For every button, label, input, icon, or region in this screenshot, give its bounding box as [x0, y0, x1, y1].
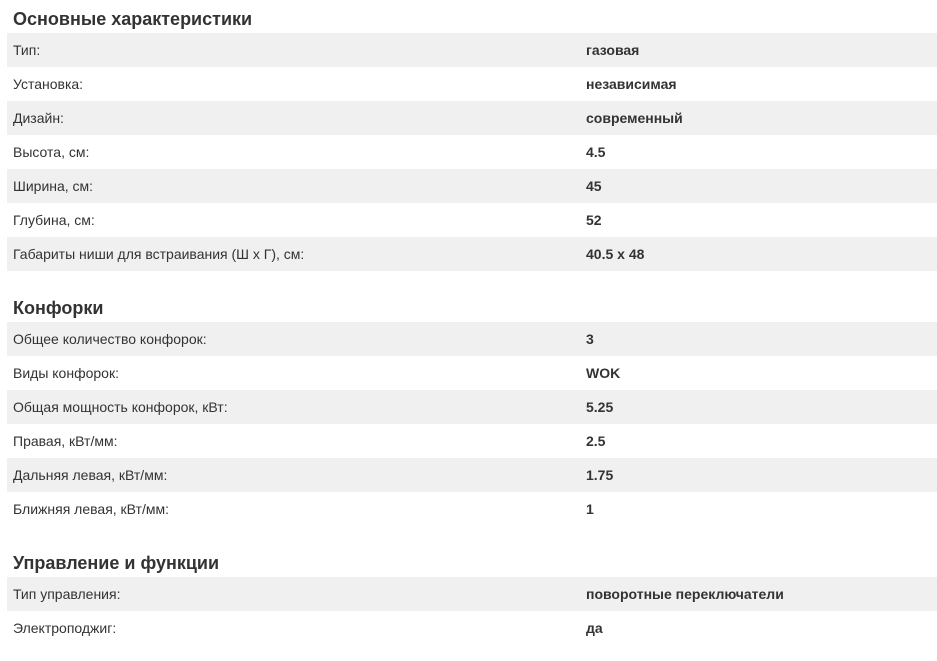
spec-label: Глубина, см: [13, 212, 95, 228]
spec-row [7, 356, 937, 390]
spec-row [7, 203, 937, 237]
section-title: Управление и функции [13, 553, 220, 573]
spec-value: 4.5 [586, 144, 606, 160]
spec-value: 40.5 x 48 [586, 246, 645, 262]
spec-label: Правая, кВт/мм: [13, 433, 118, 449]
spec-row [7, 492, 937, 526]
spec-row [7, 33, 937, 67]
spec-row [7, 135, 937, 169]
spec-label: Ширина, см: [13, 178, 94, 194]
section-main-characteristics [7, 8, 937, 271]
spec-value: 52 [586, 212, 602, 228]
spec-row [7, 390, 937, 424]
spec-label: Дизайн: [13, 110, 64, 126]
spec-value: 1 [586, 501, 594, 517]
spec-row [7, 458, 937, 492]
spec-value: независимая [586, 76, 677, 92]
spec-row [7, 67, 937, 101]
spec-table [7, 322, 937, 526]
spec-label: Тип: [13, 42, 41, 58]
spec-value: 5.25 [586, 399, 614, 415]
spec-label: Габариты ниши для встраивания (Ш х Г), см: [13, 246, 305, 262]
spec-row [7, 424, 937, 458]
spec-value: 2.5 [586, 433, 606, 449]
spec-value: 1.75 [586, 467, 614, 483]
section-controls-functions [7, 552, 937, 645]
spec-label: Общее количество конфорок: [13, 331, 207, 347]
spec-label: Тип управления: [13, 586, 121, 602]
spec-value: поворотные переключатели [586, 586, 784, 602]
spec-row [7, 577, 937, 611]
spec-label: Установка: [13, 76, 84, 92]
spec-row [7, 237, 937, 271]
section-burners [7, 297, 937, 526]
spec-table [7, 33, 937, 271]
spec-value: 3 [586, 331, 594, 347]
spec-table [7, 577, 937, 645]
spec-value: современный [586, 110, 683, 126]
spec-value: WOK [586, 365, 621, 381]
section-title: Основные характеристики [13, 9, 253, 29]
spec-label: Высота, см: [13, 144, 90, 160]
spec-row [7, 611, 937, 645]
section-title: Конфорки [13, 298, 104, 318]
spec-row [7, 101, 937, 135]
spec-row [7, 322, 937, 356]
spec-value: 45 [586, 178, 602, 194]
spec-row [7, 169, 937, 203]
spec-label: Ближняя левая, кВт/мм: [13, 501, 169, 517]
spec-label: Электроподжиг: [13, 620, 117, 636]
spec-value: газовая [586, 42, 640, 58]
spec-value: да [586, 620, 603, 636]
spec-label: Общая мощность конфорок, кВт: [13, 399, 228, 415]
spec-label: Виды конфорок: [13, 365, 119, 381]
spec-label: Дальняя левая, кВт/мм: [13, 467, 168, 483]
